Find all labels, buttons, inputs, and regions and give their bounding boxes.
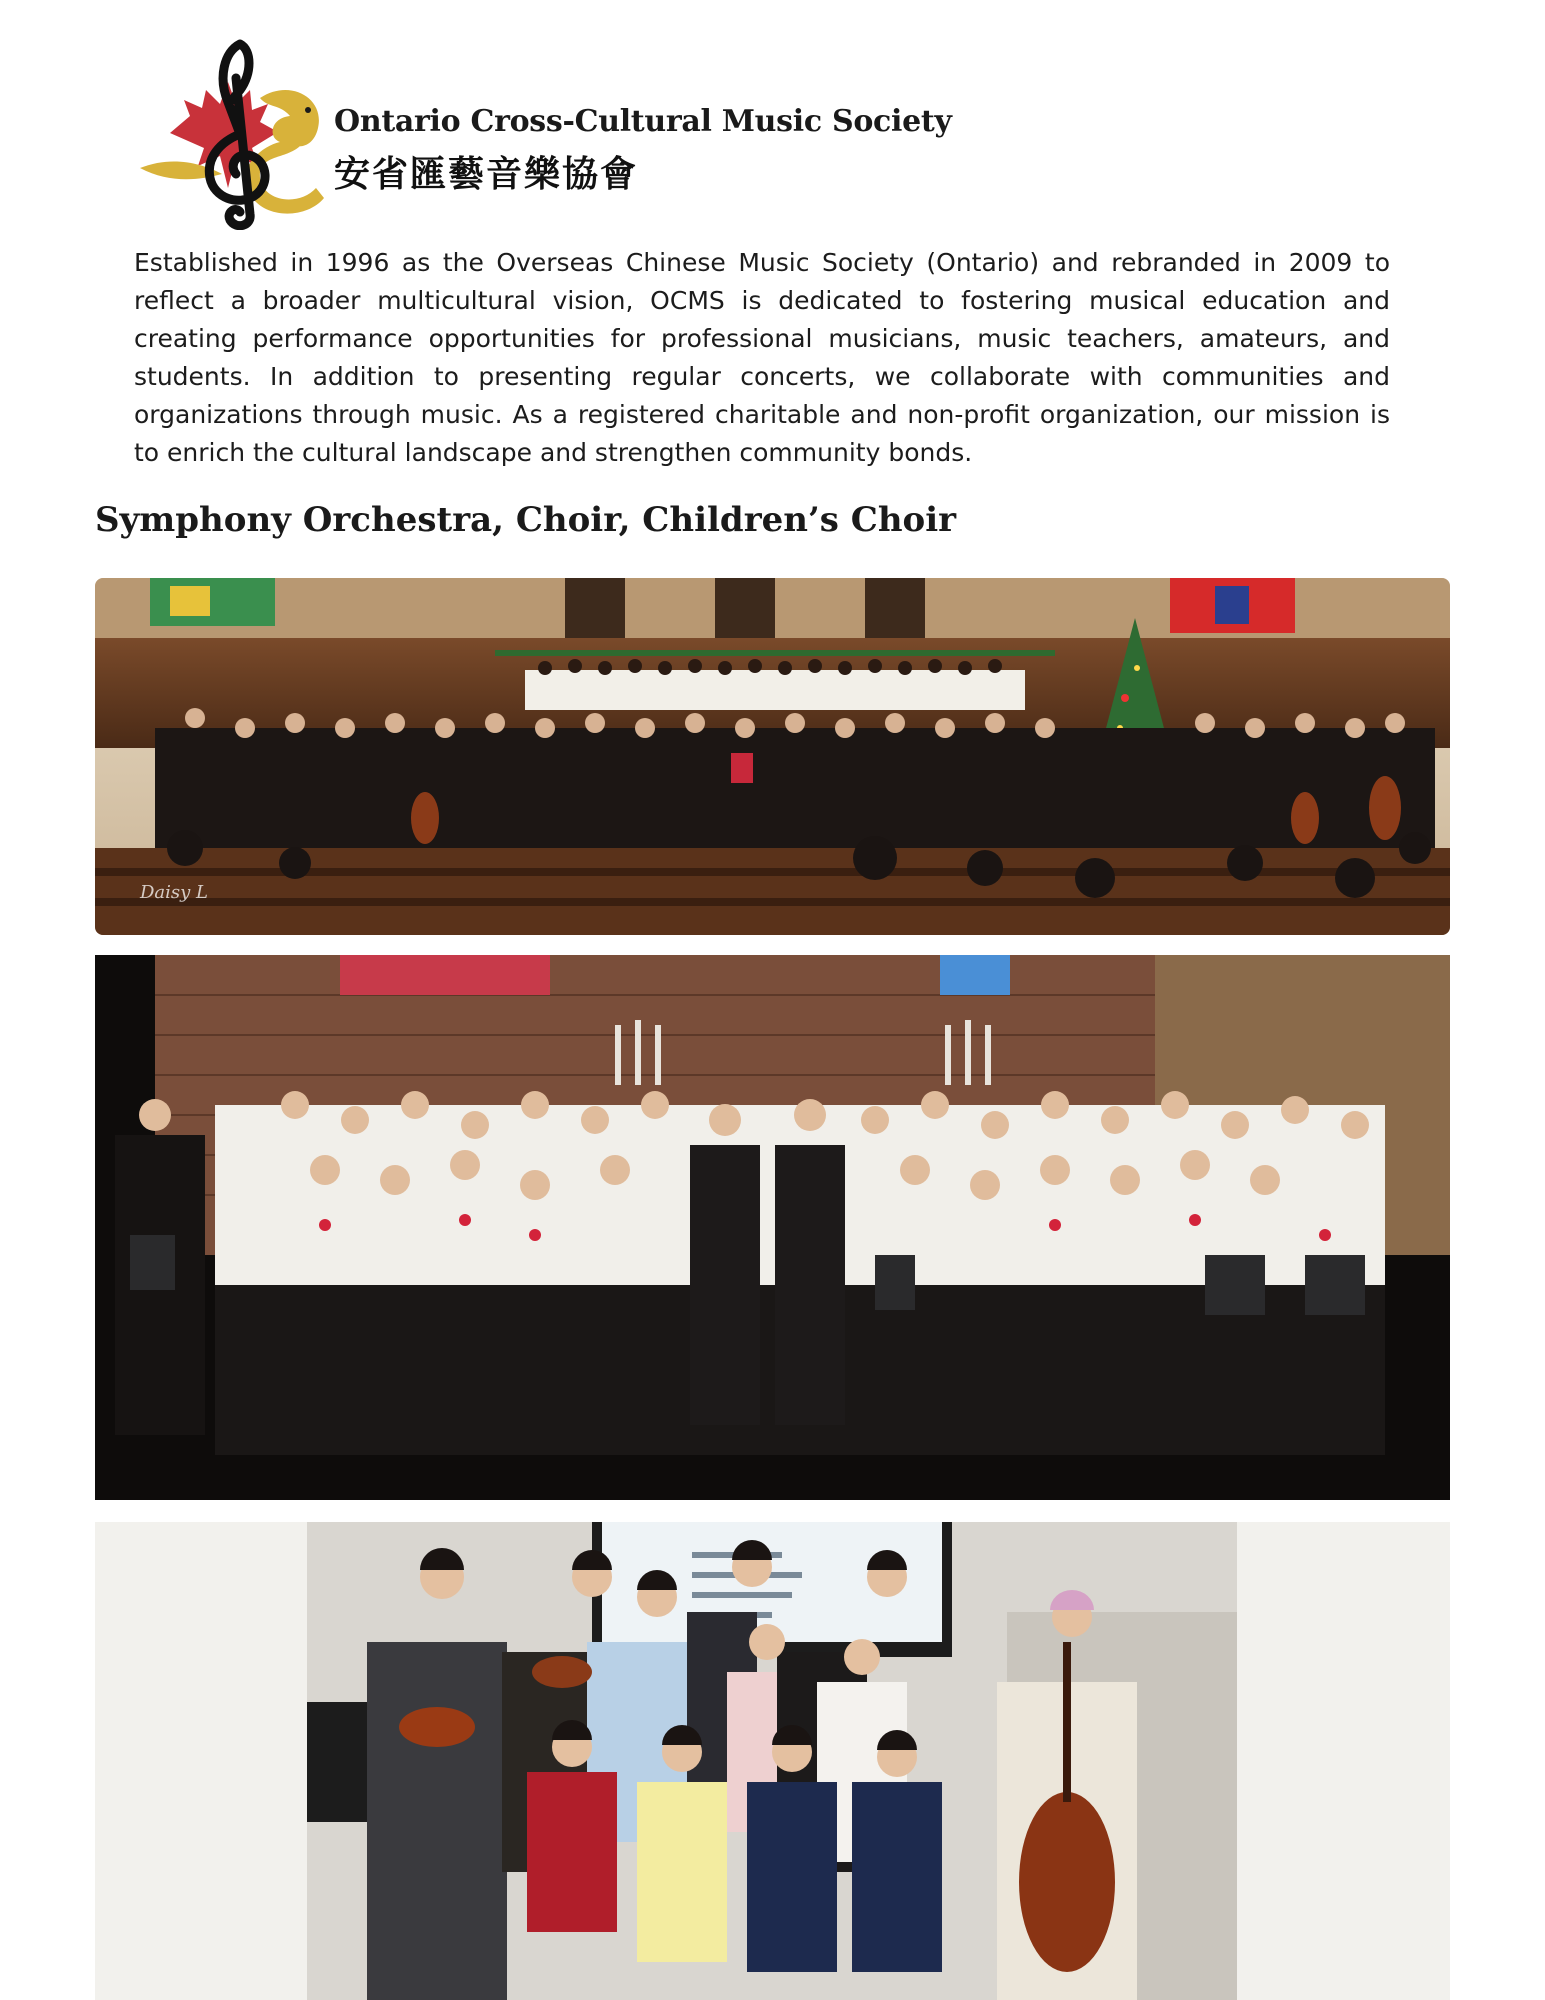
section-heading: Symphony Orchestra, Choir, Children’s Choir	[95, 500, 957, 540]
intro-paragraph: Established in 1996 as the Overseas Chinese Music Society (Ontario) and rebranded in 2009 to reflect a broader multicultural vision, OCMS is dedicated to fostering musical education and creating performance opportunities for professional musicians, music teachers, amateurs, and students. In addition to presenting regular concerts, we collaborate with communities and organizations through music. As a registered charitable and non-profit organization, our mission is to enrich the cultural landscape and strengthen community bonds.	[134, 248, 1390, 467]
org-name-chinese: 安省匯藝音樂協會	[334, 154, 639, 195]
treble-clef-maple-leaf-dragon-icon	[140, 38, 340, 230]
choir-photo	[95, 955, 1450, 1500]
childrens-choir-photo	[307, 1522, 1237, 2000]
orchestra-photo	[95, 578, 1450, 935]
society-logo	[140, 38, 340, 230]
photographer-signature: Daisy L	[140, 882, 209, 903]
org-name-english: Ontario Cross-Cultural Music Society	[334, 104, 952, 139]
